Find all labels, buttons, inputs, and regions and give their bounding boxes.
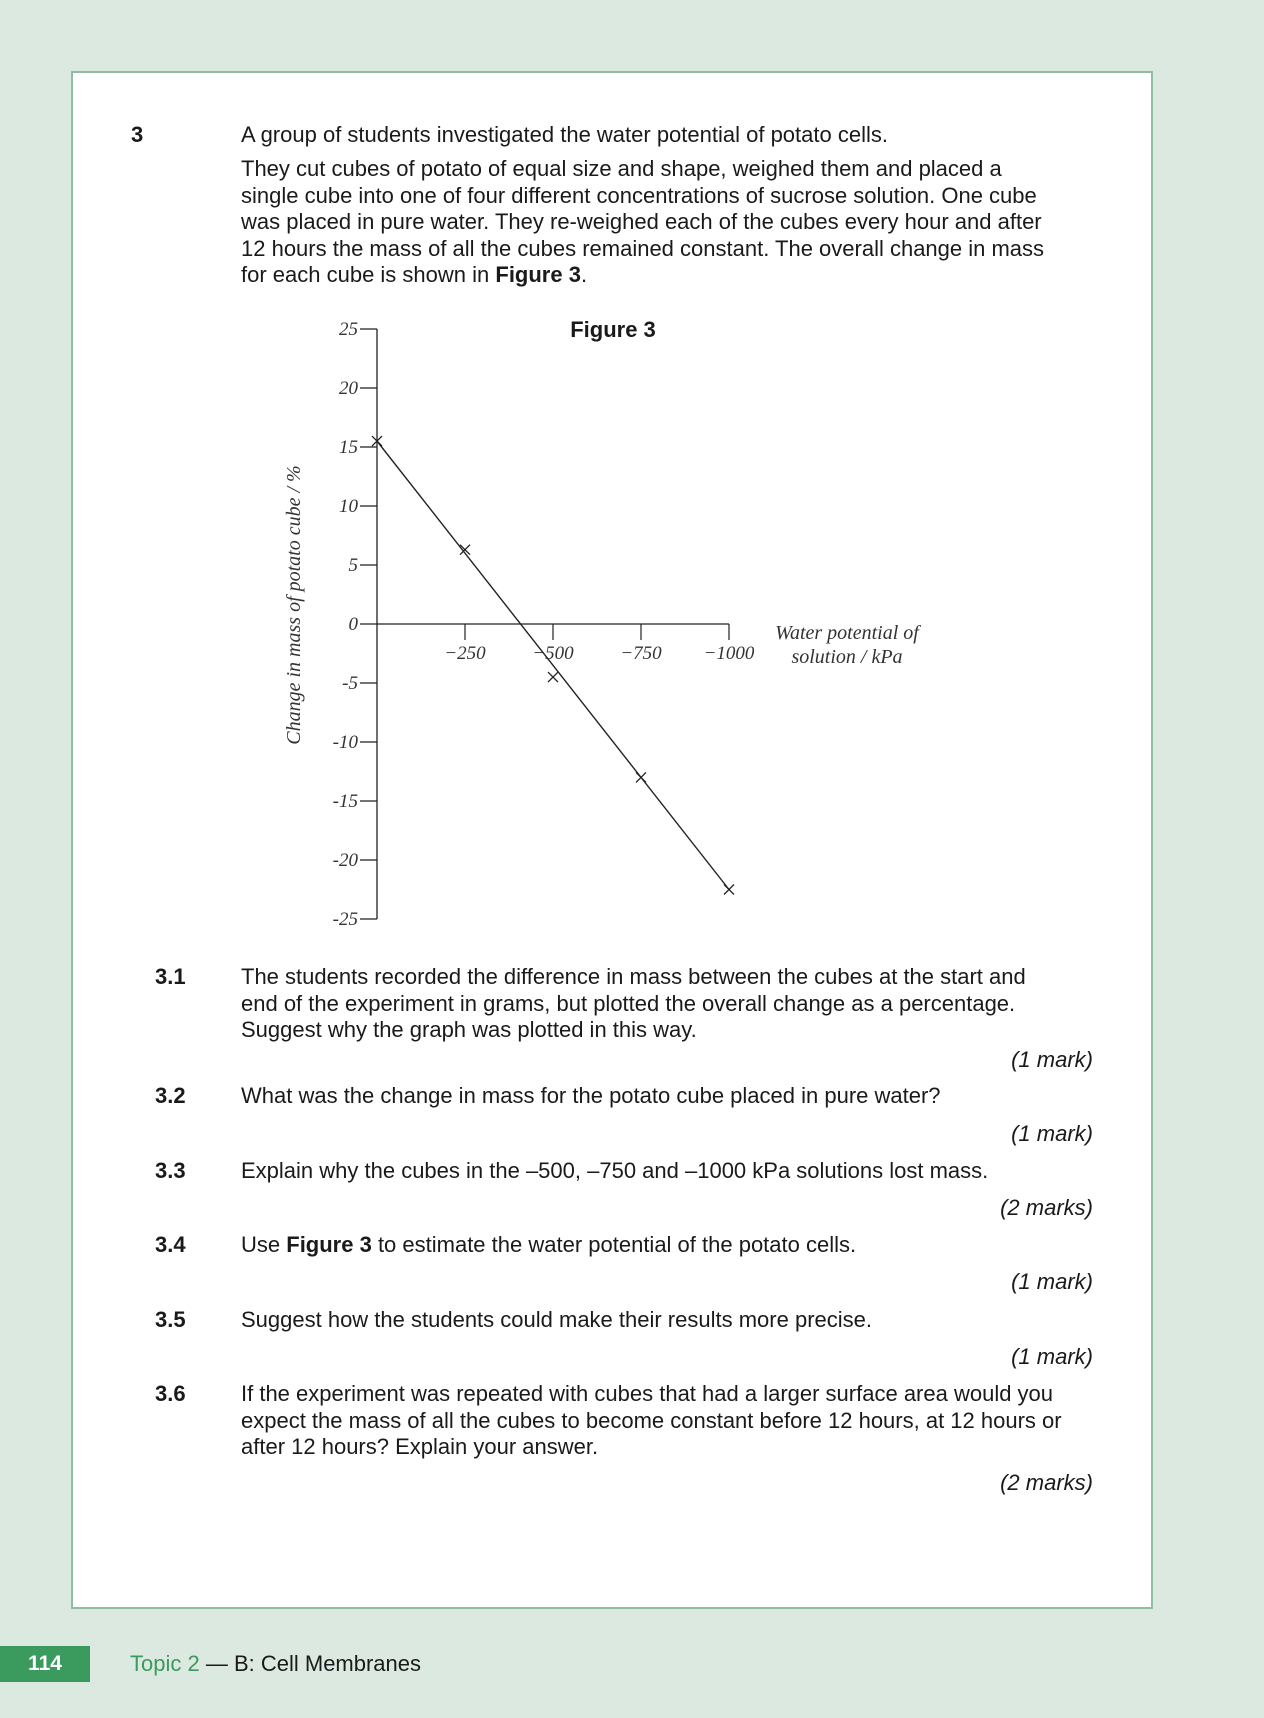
marks-label: (2 marks) bbox=[1000, 1470, 1093, 1495]
subquestion-line: Explain why the cubes in the –500, –750 and –1000 kPa solutions lost mass. bbox=[241, 1158, 989, 1183]
data-point-marker bbox=[724, 885, 734, 895]
y-tick-label: -5 bbox=[342, 673, 358, 694]
subquestion-line: Suggest why the graph was plotted in this way. bbox=[241, 1017, 697, 1042]
question-number: 3 bbox=[131, 122, 144, 147]
subquestion-number: 3.6 bbox=[155, 1381, 186, 1406]
figure-3-chart bbox=[73, 73, 1151, 953]
y-tick-label: 10 bbox=[339, 496, 358, 517]
question-body-line: They cut cubes of potato of equal size and shape, weighed them and placed a bbox=[241, 156, 1002, 181]
subquestion-line bbox=[241, 1232, 856, 1259]
subquestion-number: 3.1 bbox=[155, 964, 186, 989]
topic-label: Topic 2 bbox=[130, 1651, 200, 1676]
subquestion-text bbox=[241, 1307, 872, 1334]
x-axis-title-line1: Water potential of bbox=[775, 622, 919, 644]
y-tick-label: -10 bbox=[332, 732, 358, 753]
subquestion-text bbox=[241, 1158, 988, 1185]
figure-ref: Figure 3 bbox=[286, 1232, 372, 1257]
y-tick-label: 15 bbox=[339, 437, 358, 458]
question-page bbox=[71, 71, 1153, 1609]
question-intro: A group of students investigated the water potential of potato cells. bbox=[241, 122, 888, 147]
question-body-text: for each cube is shown in bbox=[241, 262, 496, 287]
marks-label: (1 mark) bbox=[1011, 1121, 1093, 1146]
y-tick-label: 25 bbox=[339, 319, 358, 340]
marks-label: (1 mark) bbox=[1011, 1047, 1093, 1072]
y-tick-label: -20 bbox=[332, 850, 358, 871]
figure-ref: Figure 3 bbox=[495, 262, 581, 287]
question-body-line: 12 hours the mass of all the cubes remained constant. The overall change in mass bbox=[241, 235, 1045, 261]
x-tick-label: −500 bbox=[532, 643, 574, 664]
subquestion-text-part: to estimate the water potential of the potato cells. bbox=[371, 1232, 857, 1257]
best-fit-line bbox=[377, 441, 729, 889]
subquestion-text bbox=[241, 1232, 856, 1259]
y-axis-title: Change in mass of potato cube / % bbox=[283, 465, 305, 745]
subquestion-line: What was the change in mass for the potato cube placed in pure water? bbox=[241, 1083, 941, 1108]
y-tick-label: -25 bbox=[332, 909, 358, 930]
question-body-line: single cube into one of four different concentrations of sucrose solution. One cube bbox=[241, 182, 1037, 208]
subquestion-line: expect the mass of all the cubes to become constant before 12 hours, at 12 hours or bbox=[241, 1407, 1062, 1433]
marks-label: (2 marks) bbox=[1000, 1195, 1093, 1220]
y-tick-label: 5 bbox=[348, 555, 358, 576]
question-body-line: was placed in pure water. They re-weighed each of the cubes every hour and after bbox=[241, 209, 1042, 234]
chart-title: Figure 3 bbox=[570, 317, 656, 342]
topic-separator: — bbox=[199, 1651, 234, 1676]
subquestion-number: 3.2 bbox=[155, 1083, 186, 1108]
subquestion-number: 3.4 bbox=[155, 1232, 186, 1257]
subquestion-text bbox=[241, 1381, 1062, 1461]
data-point-marker bbox=[636, 772, 646, 782]
subquestion-line: If the experiment was repeated with cubes that had a larger surface area would you bbox=[241, 1381, 1054, 1406]
subquestion-line: Suggest how the students could make their results more precise. bbox=[241, 1307, 872, 1332]
marks-label: (1 mark) bbox=[1011, 1269, 1093, 1294]
y-tick-label: 0 bbox=[348, 614, 358, 635]
x-tick-label: −250 bbox=[444, 643, 486, 664]
x-axis-title-line2: solution / kPa bbox=[791, 646, 903, 668]
subquestion-number: 3.5 bbox=[155, 1307, 186, 1332]
page-number: 114 bbox=[0, 1646, 90, 1682]
subquestion-text-part: Use bbox=[241, 1232, 287, 1257]
footer-topic bbox=[130, 1651, 421, 1677]
subquestion-line: end of the experiment in grams, but plotted the overall change as a percentage. bbox=[241, 990, 1016, 1016]
question-body-text: . bbox=[580, 262, 588, 287]
section-label: B: Cell Membranes bbox=[233, 1651, 422, 1676]
data-point-marker bbox=[548, 672, 558, 682]
subquestion-line: The students recorded the difference in mass between the cubes at the start and bbox=[241, 964, 1026, 989]
x-tick-label: −750 bbox=[620, 643, 662, 664]
x-tick-label: −1000 bbox=[703, 643, 755, 664]
marks-label: (1 mark) bbox=[1011, 1344, 1093, 1369]
subquestion-number: 3.3 bbox=[155, 1158, 186, 1183]
subquestion-text bbox=[241, 1083, 941, 1110]
y-tick-label: -15 bbox=[332, 791, 358, 812]
y-tick-label: 20 bbox=[339, 378, 358, 399]
subquestion-text bbox=[241, 964, 1026, 1044]
subquestion-line: after 12 hours? Explain your answer. bbox=[241, 1434, 599, 1459]
